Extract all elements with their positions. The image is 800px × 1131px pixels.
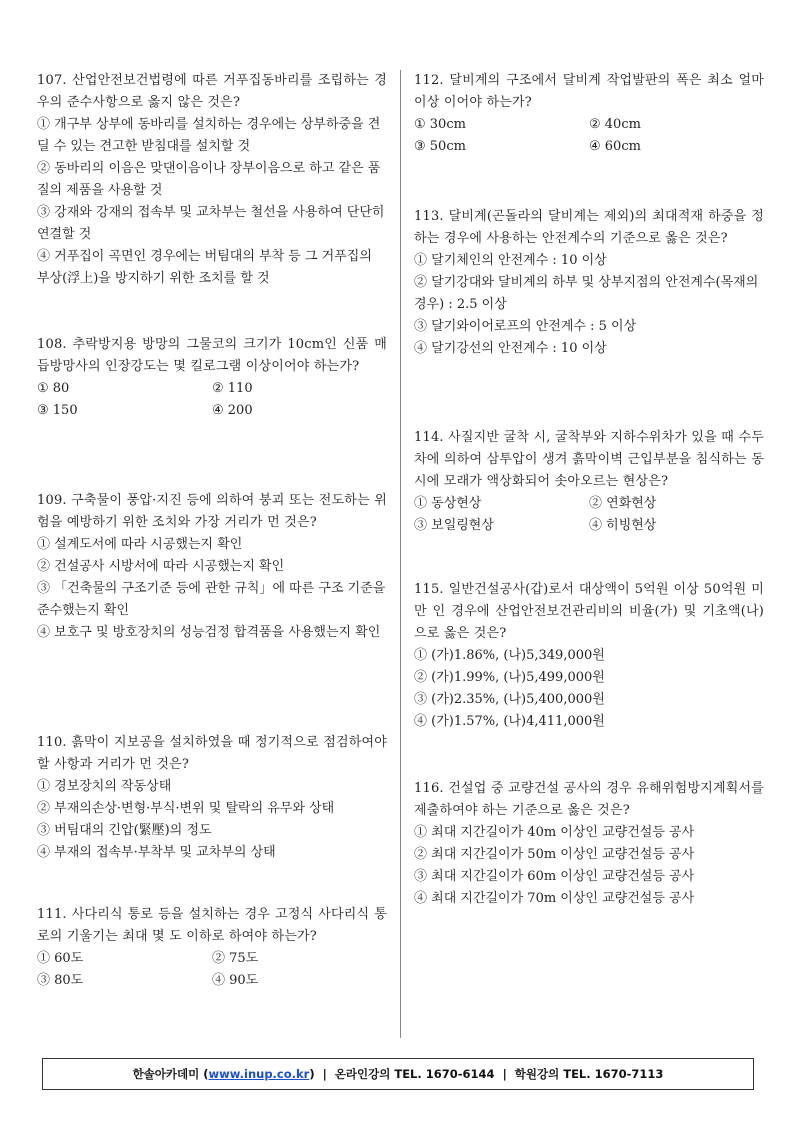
option-3: ③ 달기와이어로프의 안전계수 : 5 이상 xyxy=(414,319,637,334)
option-1: ① 설계도서에 따라 시공했는지 확인 xyxy=(37,537,243,552)
option-1: ① 30cm xyxy=(414,117,466,132)
option-grid xyxy=(37,378,387,422)
option-1: ① 80 xyxy=(37,381,70,396)
option-grid xyxy=(414,114,764,158)
question-110 xyxy=(37,732,387,864)
option-1: ① 동상현상 xyxy=(414,496,482,511)
option-4: ④ 달기강선의 안전계수 : 10 이상 xyxy=(414,341,607,356)
option-2: ② 110 xyxy=(212,381,253,396)
option-2: ② 동바리의 이음은 맞댄이음이나 장부이음으로 하고 같은 품질의 제품을 사용할 것 xyxy=(37,161,381,198)
footer-separator: | xyxy=(494,1067,515,1081)
question-stem: 115. 일반건설공사(갑)로서 대상액이 5억원 이상 50억원 미만 인 경우에 산업안전보건관리비의 비율(가) 및 기초액(나)으로 옳은 것은? xyxy=(414,582,764,641)
option-3: ③ (가)2.35%, (나)5,400,000원 xyxy=(414,692,605,707)
question-111 xyxy=(37,904,387,992)
option-3: ③ 최대 지간길이가 60m 이상인 교량건설등 공사 xyxy=(414,869,695,884)
footer-contact-bar xyxy=(42,1058,754,1090)
column-divider xyxy=(400,70,401,1038)
option-4: ④ 거푸집이 곡면인 경우에는 버팀대의 부착 등 그 거푸집의 부상(浮上)을 방지하기 위한 조치를 할 것 xyxy=(37,249,372,286)
question-stem: 111. 사다리식 통로 등을 설치하는 경우 고정식 사다리식 통로의 기울기는 최대 몇 도 이하로 하여야 하는가? xyxy=(37,907,387,944)
question-114 xyxy=(414,427,764,537)
option-3: ③ 50cm xyxy=(414,139,466,154)
option-4: ④ 보호구 및 방호장치의 성능검정 합격품을 사용했는지 확인 xyxy=(37,625,381,640)
question-stem: 109. 구축물이 풍압·지진 등에 의하여 붕괴 또는 전도하는 위험을 예방하기 위한 조치와 가장 거리가 먼 것은? xyxy=(37,493,387,530)
question-stem: 112. 달비계의 구조에서 달비계 작업발판의 폭은 최소 얼마 이상 이어야 하는가? xyxy=(414,73,764,110)
footer-paren-close: ) xyxy=(309,1067,315,1081)
option-2: ② 건설공사 시방서에 따라 시공했는지 확인 xyxy=(37,559,285,574)
option-4: ④ (가)1.57%, (나)4,411,000원 xyxy=(414,714,605,729)
option-3: ③ 「건축물의 구조기준 등에 관한 규칙」에 따른 구조 기준을 준수했는지 확인 xyxy=(37,581,386,618)
option-2: ② 연화현상 xyxy=(589,496,657,511)
question-stem: 110. 흙막이 지보공을 설치하였을 때 정기적으로 점검하여야할 사항과 거리가 먼 것은? xyxy=(37,735,387,772)
option-2: ② 부재의손상·변형·부식·변위 및 탈락의 유무와 상태 xyxy=(37,801,335,816)
option-4: ④ 200 xyxy=(212,403,253,418)
option-1: ① 달기체인의 안전계수 : 10 이상 xyxy=(414,253,607,268)
option-4: ④ 최대 지간길이가 70m 이상인 교량건설등 공사 xyxy=(414,891,695,906)
option-3: ③ 보일링현상 xyxy=(414,518,494,533)
option-3: ③ 강재와 강재의 접속부 및 교차부는 철선을 사용하여 단단히 연결할 것 xyxy=(37,205,385,242)
question-115 xyxy=(414,579,764,733)
question-109 xyxy=(37,490,387,644)
option-4: ④ 히빙현상 xyxy=(589,518,657,533)
footer-separator: | xyxy=(314,1067,335,1081)
footer-online-phone: 온라인강의 TEL. 1670-6144 xyxy=(334,1067,495,1081)
footer-academy-phone: 학원강의 TEL. 1670-7113 xyxy=(514,1067,664,1081)
option-grid xyxy=(37,948,387,992)
question-stem: 107. 산업안전보건법령에 따른 거푸집동바리를 조립하는 경우의 준수사항으로 옳지 않은 것은? xyxy=(37,73,387,110)
question-108 xyxy=(37,334,387,422)
option-1: ① 최대 지간길이가 40m 이상인 교량건설등 공사 xyxy=(414,825,695,840)
option-2: ② 최대 지간길이가 50m 이상인 교량건설등 공사 xyxy=(414,847,695,862)
option-3: ③ 150 xyxy=(37,403,78,418)
question-stem: 116. 건설업 중 교량건설 공사의 경우 유해위험방지계획서를 제출하여야 하는 기준으로 옳은 것은? xyxy=(414,781,764,818)
question-113 xyxy=(414,206,764,360)
question-stem: 113. 달비계(곤돌라의 달비계는 제외)의 최대적재 하중을 정하는 경우에 사용하는 안전계수의 기준으로 옳은 것은? xyxy=(414,209,764,246)
option-2: ② 달기강대와 달비계의 하부 및 상부지점의 안전계수(목재의 경우) : 2.5 이상 xyxy=(414,275,759,312)
question-116 xyxy=(414,778,764,910)
question-107 xyxy=(37,70,387,290)
option-2: ② (가)1.99%, (나)5,499,000원 xyxy=(414,670,605,685)
footer-org: 한솔아카데미 xyxy=(132,1067,200,1081)
option-4: ④ 90도 xyxy=(212,973,259,988)
option-2: ② 40cm xyxy=(589,117,641,132)
option-3: ③ 버팀대의 긴압(緊壓)의 정도 xyxy=(37,823,212,838)
option-1: ① (가)1.86%, (나)5,349,000원 xyxy=(414,648,605,663)
option-4: ④ 부재의 접속부·부착부 및 교차부의 상태 xyxy=(37,845,276,860)
option-grid xyxy=(414,493,764,537)
footer-website-link[interactable]: www.inup.co.kr xyxy=(208,1067,310,1081)
option-3: ③ 80도 xyxy=(37,973,84,988)
option-1: ① 경보장치의 작동상태 xyxy=(37,779,172,794)
question-112 xyxy=(414,70,764,158)
option-4: ④ 60cm xyxy=(589,139,641,154)
question-stem: 108. 추락방지용 방망의 그물코의 크기가 10cm인 신품 매듭방망사의 인장강도는 몇 킬로그램 이상이어야 하는가? xyxy=(37,337,387,374)
question-stem: 114. 사질지반 굴착 시, 굴착부와 지하수위차가 있을 때 수두차에 의하여 삼투압이 생겨 흙막이벽 근입부분을 침식하는 동시에 모래가 액상화되어 솟아오르는 현상은? xyxy=(414,430,764,489)
option-1: ① 60도 xyxy=(37,951,84,966)
option-2: ② 75도 xyxy=(212,951,259,966)
option-1: ① 개구부 상부에 동바리를 설치하는 경우에는 상부하중을 견딜 수 있는 견고한 받침대를 설치할 것 xyxy=(37,117,381,154)
footer-paren-open: ( xyxy=(199,1067,209,1081)
